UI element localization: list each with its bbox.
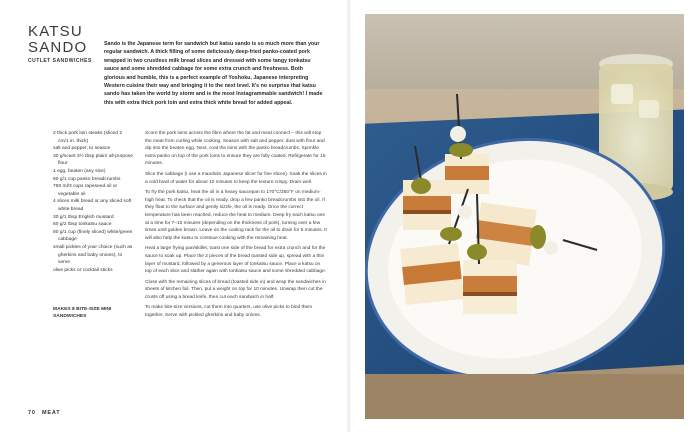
method-step: Close with the remaining slices of bread (toasted side in) and wrap the sandwiches in sheets of kitchen foil. Then, put a weight on top for 10 minutes. Unwrap then cut the crusts off using a bread knife, then cut each sandwich in half. xyxy=(145,279,326,300)
katsu-sando-photo xyxy=(365,14,684,419)
ingredients-list xyxy=(53,130,133,274)
method-step: Heat a large frying pan/skillet, toast one side of the bread for extra crunch and for the sauce to soak up. Place the 2 pieces of the bread toasted side up, spread with a thin layer of mustard, followed by a generous layer of tonkatsu sauce. Place a katsu on top of each slice and slather again with tonkatsu sauce and some shredded cabbage. xyxy=(145,246,327,275)
ingredient-item: 80 g/1 cup (finely sliced) white/green cabbage xyxy=(53,229,133,243)
page-number: 70 xyxy=(28,410,36,416)
method-steps xyxy=(145,130,328,323)
katsu-sandwich xyxy=(400,243,464,305)
yield-note: MAKES 8 BITE-SIZE MINI SANDWICHES xyxy=(53,307,112,319)
photo-illustration xyxy=(365,14,684,419)
method-step: Slice the cabbage (I use a mandolin Japanese slicer for fine slices). Soak the slices in a cold bowl of water for about 10 minutes to keep the texture crispy. Drain well. xyxy=(145,171,327,185)
ingredient-item: salt and pepper, to season xyxy=(53,146,111,152)
ingredient-item: 30 g/1 tbsp English mustard xyxy=(53,214,114,220)
katsu-sandwich xyxy=(445,154,489,194)
title-line-1: KATSU xyxy=(28,23,83,40)
method-step: To fry the pork katsu, heat the oil in a heavy saucepan to 170°C/350°F on medium-high heat. To check that the oil is ready, drop a few panko breadcrumbs into the oil. If they float to the surface and gently sizzle, the oil is ready. Once the correct temperature has been reached, reduce the heat to medium. Deep fry each katsu one at a time for 7–10 minutes (depending on the thickness of pork), turning over a few times until golden brown. Leave on the cooling rack for the oil to drain for 5 minutes. It will also help the katsu to continue cooking with the remaining heat. xyxy=(145,190,327,241)
ingredient-item: 60 g/2 tbsp tonkatsu sauce xyxy=(53,222,112,228)
title-line-2: SANDO xyxy=(28,39,88,56)
table-foreground xyxy=(365,374,684,419)
ingredient-item: 30 g/scant 3½ tbsp plain/ all-purpose flour xyxy=(53,153,133,167)
page-folio xyxy=(28,410,60,416)
ingredient-item: 750 ml/3 cups rapeseed oil or vegetable oil xyxy=(53,184,118,197)
recipe-title xyxy=(28,24,87,56)
ingredient-item: 60 g/1 cup panko breadcrumbs xyxy=(53,176,121,182)
section-name: MEAT xyxy=(42,410,61,416)
method-step: To make bite-size versions, cut them into quarters, use olive picks to bind them together. Serve with pickled gherkins and baby onions. xyxy=(145,305,313,319)
recipe-subtitle: CUTLET SANDWICHES xyxy=(28,58,92,64)
ingredient-item: small pickles of your choice (such as gherkins and baby onions), to serve xyxy=(53,244,133,266)
ingredient-item: 2 thick pork loin steaks (sliced 2 cm/1 in. thick) xyxy=(53,131,123,144)
recipe-intro: Sando is the Japanese term for sandwich but katsu sando is so much more than your regular sandwich. A thick filling of some deliciously deep-fried panko-coated pork wrapped in two crustless milk bread slices and dressed with some tangy tonkatsu sauce and some shredded cabbage for some extra crunch and freshness. Both glorious and humble, this is a perfect example of Yoshoku, Japanese interpreting Western cuisine their way and bringing it to the next level. It's no surprise that katsu sando has taken the world by storm and is the most Instagrammable sandwich! I made this with extra thick pork loin and extra thick white bread for added appeal. xyxy=(104,41,323,106)
ingredient-item: 4 slices milk bread or any sliced soft white bread xyxy=(53,199,132,212)
ingredient-item: olive picks or cocktail sticks xyxy=(53,267,113,273)
method-step: Score the pork loins across the fibre where the fat and meat connect – this will stop the meat from curling while cooking. Season with salt and pepper, dust with flour and dip into the beaten egg. Next, coat the loins with the panko breadcrumbs. Sprinkle extra panko on top of the pork loins to ensure they are fully coated. Refrigerate for 15 minutes. xyxy=(145,131,326,167)
ingredient-item: 1 egg, beaten (any size) xyxy=(53,168,106,174)
katsu-sandwich xyxy=(463,260,517,314)
